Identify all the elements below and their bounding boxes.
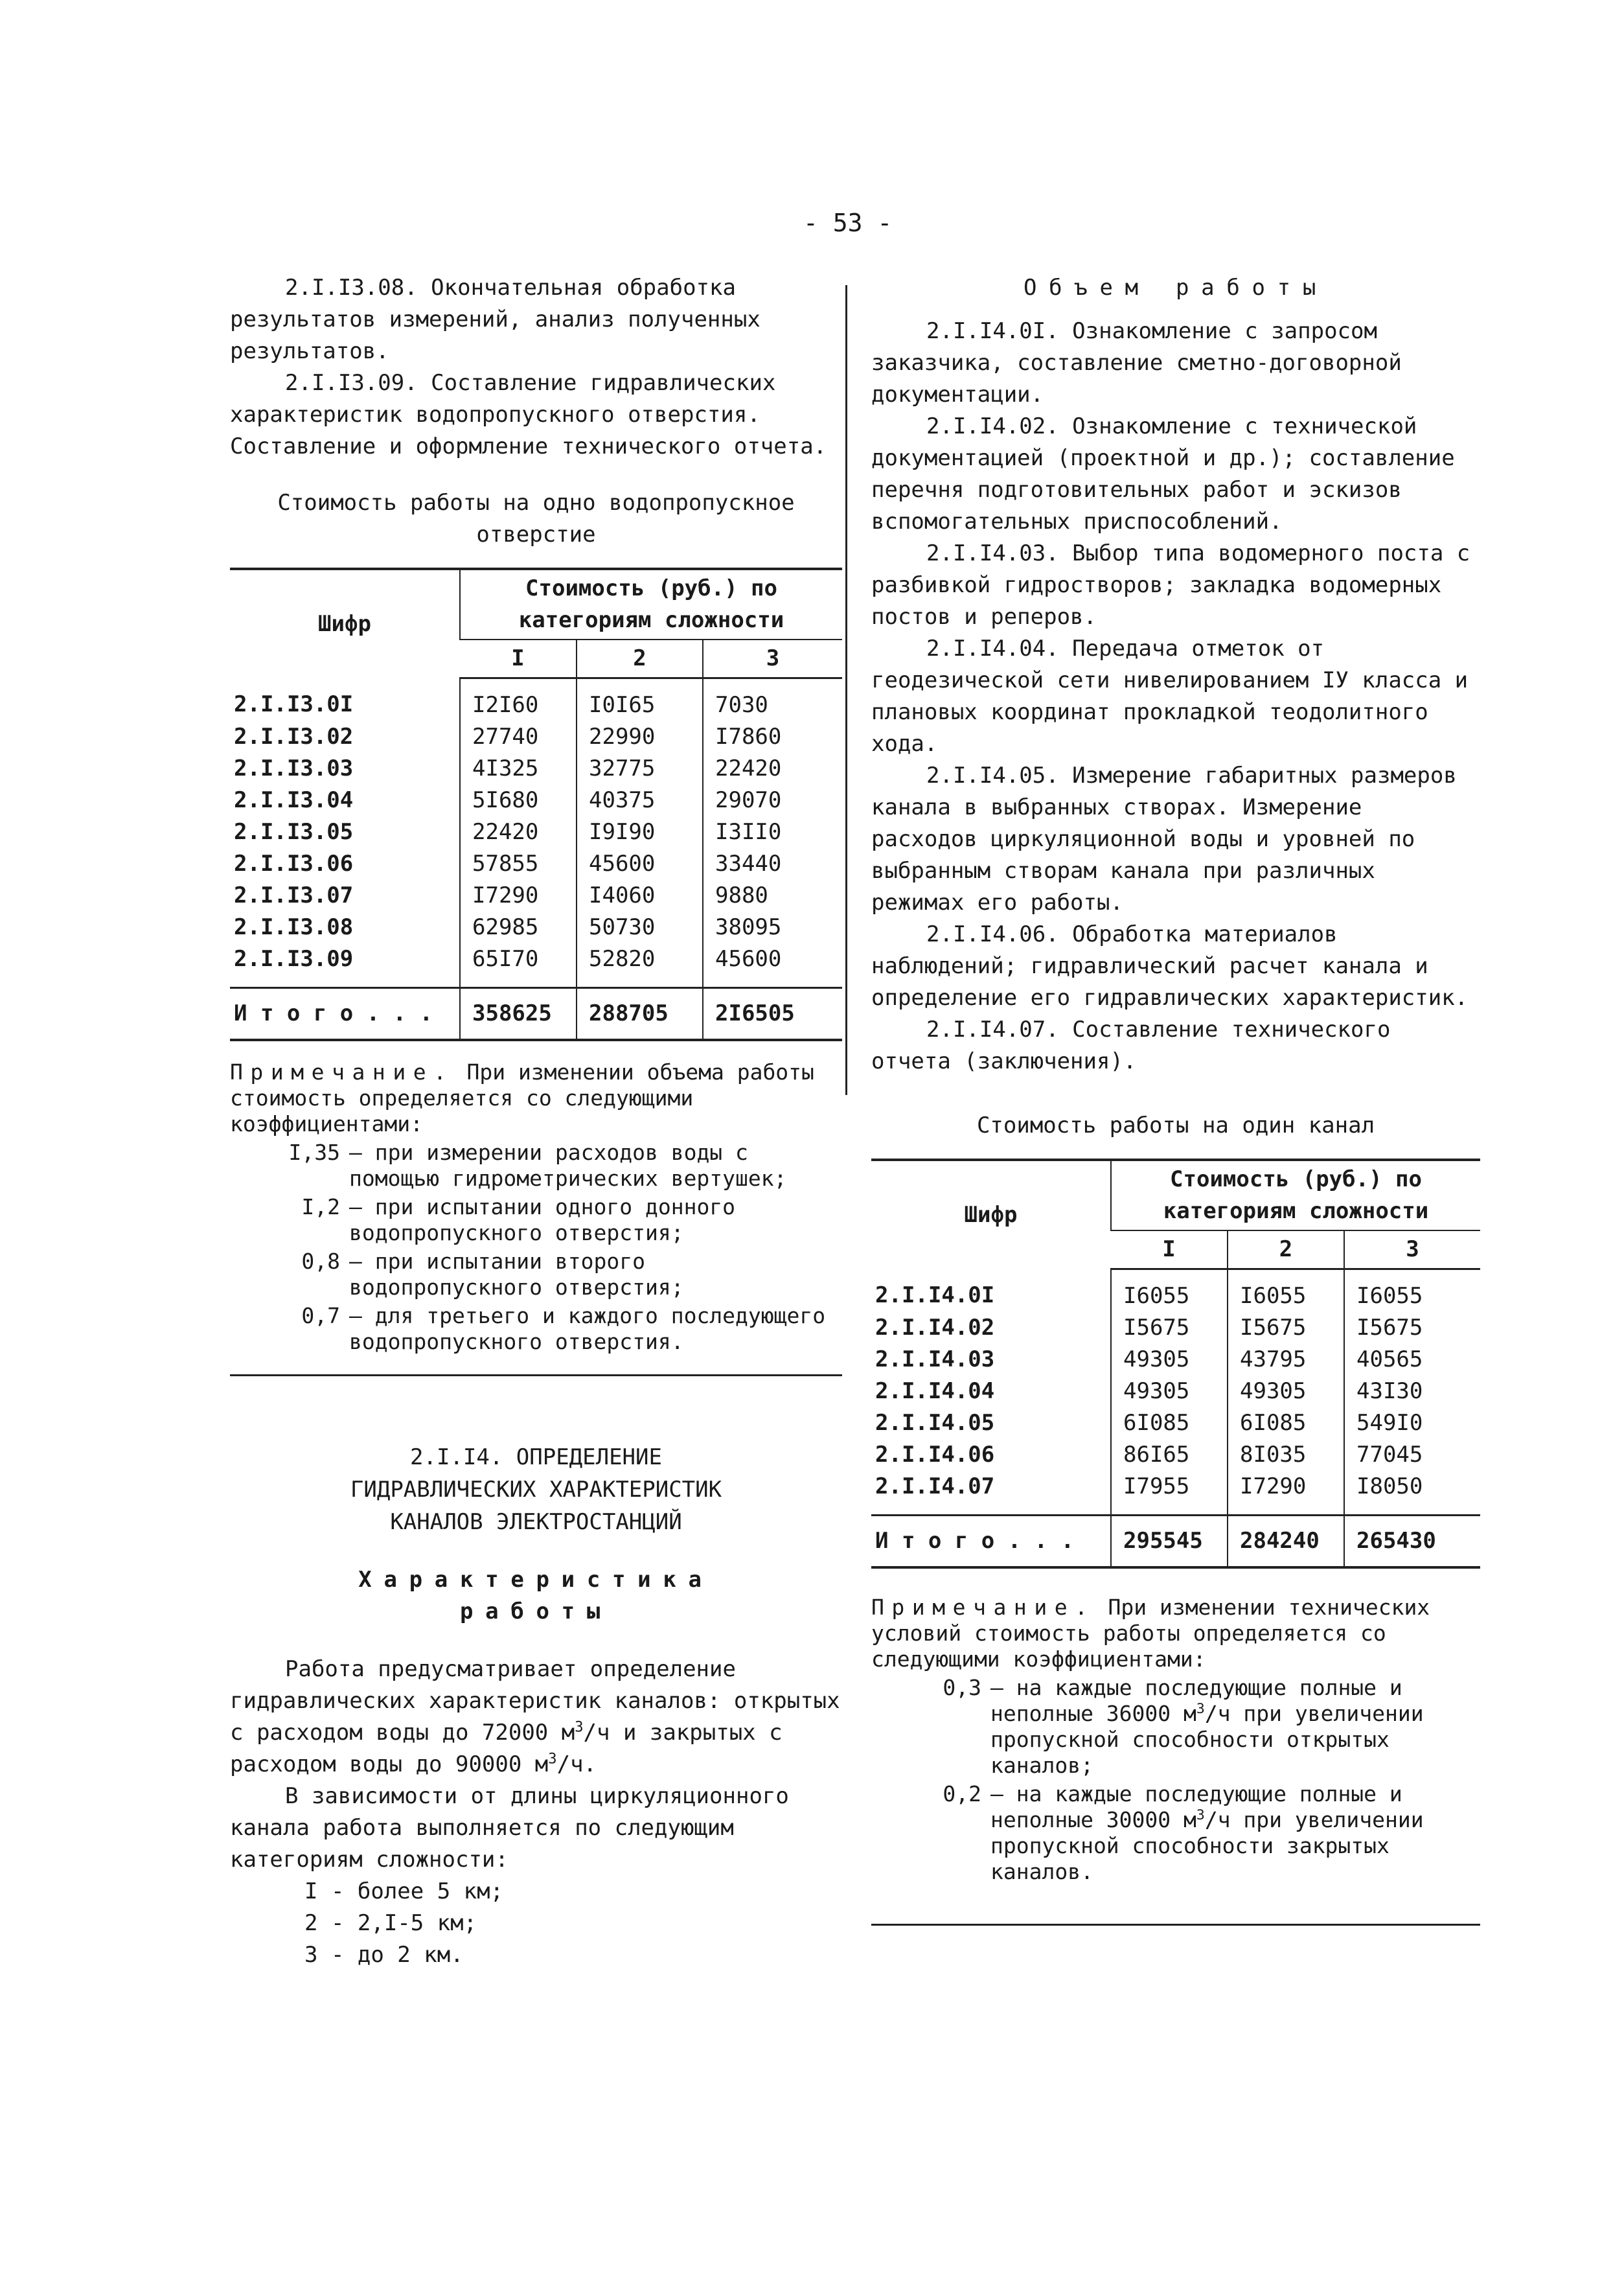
row-cost-cat-3: I6055 <box>1344 1269 1480 1313</box>
row-cost-cat-2: 40375 <box>577 785 703 816</box>
note-text: – на каждые последующие полные и неполные 36000 $м^3/ч$ при увеличении пропускной способности открытых каналов; <box>990 1675 1424 1778</box>
row-cost-cat-2: 50730 <box>577 912 703 943</box>
work-item-2-1-14-01: 2.I.I4.0I. Ознакомление с запросом заказчика, составление сметно-договорной документации. <box>871 318 1402 408</box>
row-code: 2.I.I4.07 <box>875 1473 995 1499</box>
note-text: – для третьего и каждого последующего водопропускного отверстия. <box>349 1303 826 1354</box>
note-right <box>871 1595 1480 1885</box>
table-row <box>230 943 842 988</box>
row-cost-cat-1: 27740 <box>460 721 577 753</box>
row-cost-cat-3: I5675 <box>1344 1312 1480 1344</box>
work-item-2-1-14-07: 2.I.I4.07. Составление технического отчета (заключения). <box>871 1017 1391 1074</box>
row-cost-cat-1: I7290 <box>460 880 577 912</box>
note-lead: При изменении технических условий стоимость работы определяется со следующими коэффициентами: <box>871 1595 1430 1672</box>
note-item <box>230 1249 842 1300</box>
note-lead: При изменении объема работы стоимость определяется со следующими коэффициентами: <box>230 1059 814 1136</box>
row-cost-cat-2: I4060 <box>577 880 703 912</box>
work-item-2-1-14-04: 2.I.I4.04. Передача отметок от геодезической сети нивелированием IУ класса и плановых координат прокладкой теодолитного хода. <box>871 636 1469 757</box>
row-cost-cat-3: I3II0 <box>703 816 842 848</box>
col-header-cost: Стоимость (руб.) по категориям сложности <box>1111 1160 1480 1230</box>
table-row <box>871 1344 1480 1376</box>
row-cost-cat-3: 33440 <box>703 848 842 880</box>
table-row <box>230 678 842 722</box>
table-row <box>230 848 842 880</box>
row-cost-cat-1: 86I65 <box>1111 1439 1228 1471</box>
row-cost-cat-1: 22420 <box>460 816 577 848</box>
table-row <box>230 912 842 943</box>
row-cost-cat-2: 6I085 <box>1228 1407 1344 1439</box>
note-coefficient: I,2 <box>301 1194 340 1219</box>
total-label: И т о г о . . . <box>230 988 460 1041</box>
row-cost-cat-1: 62985 <box>460 912 577 943</box>
note-text: – при испытании одного донного водопропускного отверстия; <box>349 1194 736 1245</box>
row-cost-cat-1: 49305 <box>1111 1344 1228 1376</box>
row-cost-cat-3: 549I0 <box>1344 1407 1480 1439</box>
right-column <box>871 272 1480 1926</box>
row-cost-cat-1: I5675 <box>1111 1312 1228 1344</box>
section-rule <box>230 1374 842 1376</box>
row-code: 2.I.I3.06 <box>234 851 354 877</box>
note-coefficient: 0,7 <box>301 1303 340 1328</box>
row-cost-cat-2: 45600 <box>577 848 703 880</box>
volume-title: Объем работы <box>1023 275 1329 301</box>
note-heading: Примечание. <box>871 1595 1095 1620</box>
row-cost-cat-1: 4I325 <box>460 753 577 785</box>
row-cost-cat-1: 65I70 <box>460 943 577 988</box>
category-item-1: I - более 5 км; <box>304 1878 504 1904</box>
row-cost-cat-3: 38095 <box>703 912 842 943</box>
row-cost-cat-2: I7290 <box>1228 1471 1344 1516</box>
row-cost-cat-3: 7030 <box>703 678 842 722</box>
note-item <box>230 1194 842 1246</box>
note-coefficient: I,35 <box>288 1140 340 1165</box>
col-header-code: Шифр <box>230 569 460 678</box>
table-row <box>871 1269 1480 1313</box>
note-item <box>230 1303 842 1355</box>
row-cost-cat-3: 40565 <box>1344 1344 1480 1376</box>
row-cost-cat-1: I2I60 <box>460 678 577 722</box>
table-row <box>230 880 842 912</box>
row-code: 2.I.I4.0I <box>875 1282 995 1309</box>
row-cost-cat-3: 29070 <box>703 785 842 816</box>
row-code: 2.I.I4.04 <box>875 1378 995 1404</box>
table-row <box>230 721 842 753</box>
row-cost-cat-3: 77045 <box>1344 1439 1480 1471</box>
total-row <box>230 988 842 1041</box>
note-coefficient: 0,8 <box>301 1249 340 1274</box>
row-cost-cat-2: 43795 <box>1228 1344 1344 1376</box>
total-row <box>871 1516 1480 1568</box>
row-code: 2.I.I4.02 <box>875 1315 995 1341</box>
table-row <box>230 816 842 848</box>
row-code: 2.I.I4.06 <box>875 1442 995 1468</box>
left-column <box>230 272 842 1971</box>
row-cost-cat-2: 8I035 <box>1228 1439 1344 1471</box>
total-cat-1: 358625 <box>460 988 577 1041</box>
work-item-2-1-14-06: 2.I.I4.06. Обработка материалов наблюдений; гидравлический расчет канала и определение его гидравлических характеристик. <box>871 921 1469 1011</box>
col-header-cat-3: 3 <box>1344 1230 1480 1269</box>
work-categories-intro: В зависимости от длины циркуляционного канала работа выполняется по следующим категориям сложности: <box>230 1783 789 1873</box>
row-cost-cat-1: I6055 <box>1111 1269 1228 1313</box>
note-heading: Примечание. <box>230 1059 454 1085</box>
row-cost-cat-2: I5675 <box>1228 1312 1344 1344</box>
table-row <box>230 753 842 785</box>
col-header-cost: Стоимость (руб.) по категориям сложности <box>460 569 842 640</box>
row-cost-cat-3: I7860 <box>703 721 842 753</box>
paragraph-2-1-13-09: 2.I.I3.09. Составление гидравлических характеристик водопропускного отверстия. Составление и оформление технического отчета. <box>230 370 827 459</box>
column-divider <box>845 285 847 1095</box>
table-row <box>230 785 842 816</box>
table-row <box>871 1376 1480 1407</box>
row-cost-cat-1: I7955 <box>1111 1471 1228 1516</box>
row-cost-cat-2: I6055 <box>1228 1269 1344 1313</box>
cost-table-left <box>230 568 842 1041</box>
row-cost-cat-1: 57855 <box>460 848 577 880</box>
row-code: 2.I.I4.03 <box>875 1346 995 1372</box>
row-cost-cat-2: I0I65 <box>577 678 703 722</box>
row-code: 2.I.I3.05 <box>234 819 354 845</box>
end-rule <box>871 1924 1480 1926</box>
paragraph-2-1-13-08: 2.I.I3.08. Окончательная обработка результатов измерений, анализ полученных результатов. <box>230 275 761 364</box>
row-code: 2.I.I3.0I <box>234 691 354 718</box>
total-cat-1: 295545 <box>1111 1516 1228 1568</box>
row-code: 2.I.I3.02 <box>234 724 354 750</box>
row-code: 2.I.I3.07 <box>234 882 354 908</box>
col-header-cat-2: 2 <box>1228 1230 1344 1269</box>
page-number: - 53 - <box>803 209 893 237</box>
section-title: 2.I.I4. ОПРЕДЕЛЕНИЕ ГИДРАВЛИЧЕСКИХ ХАРАКТЕРИСТИК КАНАЛОВ ЭЛЕКТРОСТАНЦИЙ <box>350 1444 722 1535</box>
cost-table-right <box>871 1159 1480 1569</box>
row-cost-cat-2: 49305 <box>1228 1376 1344 1407</box>
category-item-3: 3 - до 2 км. <box>304 1942 464 1968</box>
row-code: 2.I.I3.08 <box>234 914 354 940</box>
col-header-cat-3: 3 <box>703 640 842 678</box>
row-code: 2.I.I3.09 <box>234 946 354 972</box>
note-coefficient: 0,3 <box>943 1675 981 1700</box>
row-cost-cat-3: 9880 <box>703 880 842 912</box>
row-code: 2.I.I4.05 <box>875 1410 995 1436</box>
note-text: – на каждые последующие полные и неполные 30000 $м^3/ч$ при увеличении пропускной способности закрытых каналов. <box>990 1781 1424 1884</box>
note-item <box>230 1140 842 1192</box>
row-code: 2.I.I3.03 <box>234 756 354 781</box>
row-cost-cat-2: I9I90 <box>577 816 703 848</box>
category-item-2: 2 - 2,I-5 км; <box>304 1910 477 1936</box>
work-item-2-1-14-03: 2.I.I4.03. Выбор типа водомерного поста с разбивкой гидростворов; закладка водомерных постов и реперов. <box>871 540 1470 630</box>
row-cost-cat-1: 5I680 <box>460 785 577 816</box>
table-row <box>871 1407 1480 1439</box>
table-caption-right: Стоимость работы на один канал <box>976 1113 1375 1138</box>
row-cost-cat-1: 6I085 <box>1111 1407 1228 1439</box>
characteristic-title: Характеристика работы <box>358 1567 714 1624</box>
col-header-cat-1: I <box>460 640 577 678</box>
work-item-2-1-14-05: 2.I.I4.05. Измерение габаритных размеров канала в выбранных створах. Измерение расходов циркуляционной воды и уровней по выбранным створам канала при различных режимах его работы. <box>871 763 1457 916</box>
work-description: Работа предусматривает определение гидравлических характеристик каналов: открытых с расходом воды до 72000 $м^3/ч$ и закрытых с расходом воды до 90000 $м^3/ч$. <box>230 1656 840 1777</box>
total-label: И т о г о . . . <box>871 1516 1111 1568</box>
row-code: 2.I.I3.04 <box>234 787 354 813</box>
col-header-cat-1: I <box>1111 1230 1228 1269</box>
table-caption-left: Стоимость работы на одно водопропускное отверстие <box>277 490 795 548</box>
row-cost-cat-2: 22990 <box>577 721 703 753</box>
table-row <box>871 1471 1480 1516</box>
note-left <box>230 1059 842 1355</box>
row-cost-cat-1: 49305 <box>1111 1376 1228 1407</box>
row-cost-cat-3: 45600 <box>703 943 842 988</box>
total-cat-2: 288705 <box>577 988 703 1041</box>
table-row <box>871 1312 1480 1344</box>
col-header-code: Шифр <box>871 1160 1111 1269</box>
col-header-cat-2: 2 <box>577 640 703 678</box>
row-cost-cat-2: 32775 <box>577 753 703 785</box>
row-cost-cat-2: 52820 <box>577 943 703 988</box>
note-text: – при измерении расходов воды с помощью гидрометрических вертушек; <box>349 1140 787 1191</box>
work-item-2-1-14-02: 2.I.I4.02. Ознакомление с технической документацией (проектной и др.); составление перечня подготовительных работ и эскизов вспомогательных приспособлений. <box>871 413 1455 535</box>
table-row <box>871 1439 1480 1471</box>
row-cost-cat-3: I8050 <box>1344 1471 1480 1516</box>
note-item <box>871 1781 1480 1885</box>
total-cat-3: 2I6505 <box>703 988 842 1041</box>
total-cat-2: 284240 <box>1228 1516 1344 1568</box>
row-cost-cat-3: 22420 <box>703 753 842 785</box>
note-text: – при испытании второго водопропускного отверстия; <box>349 1249 684 1300</box>
row-cost-cat-3: 43I30 <box>1344 1376 1480 1407</box>
note-coefficient: 0,2 <box>943 1781 981 1806</box>
note-item <box>871 1675 1480 1779</box>
total-cat-3: 265430 <box>1344 1516 1480 1568</box>
